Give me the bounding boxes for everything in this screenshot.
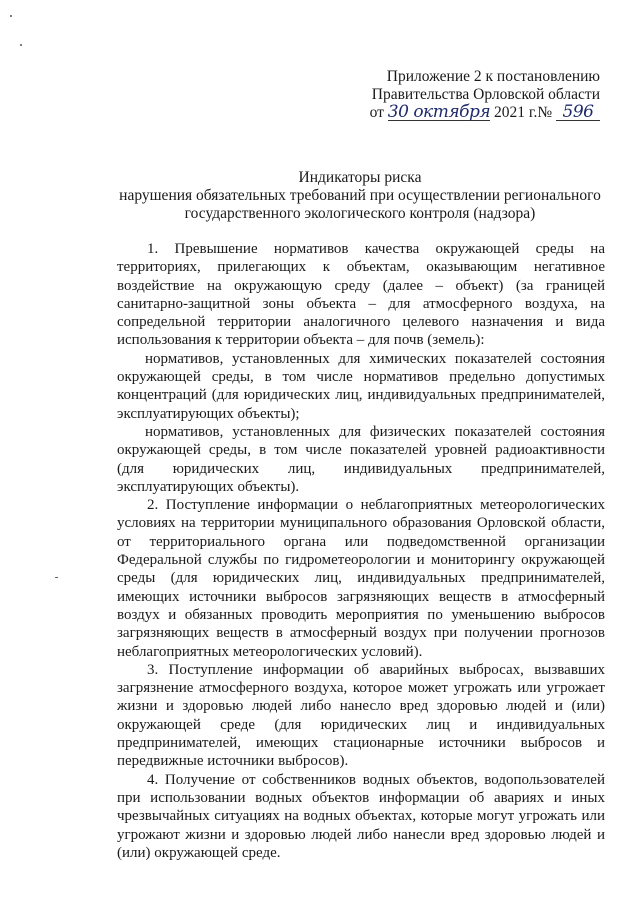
handwritten-date: 30 октября (387, 102, 491, 122)
scan-speck (20, 44, 22, 46)
date-prefix: от (369, 104, 384, 121)
paragraph-1: 1. Превышение нормативов качества окружающей среды на территориях, прилегающих к объектам, оказывающим негативное воздействие на окружающую среду (далее – объект) (за границей санитарно-защитной зоны объекта – для атмосферного воздуха, на сопредельной территории аналогичного целевого назначения и вида использования к территории объекта – для почв (земель): (117, 241, 605, 349)
paragraph-1-sub-2: нормативов, установленных для физических показателей состояния окружающей среды, в том числе показателей уровней радиоактивности (для юридических лиц, индивидуальных предпринимателей, эксплуатирующих объекты). (117, 423, 605, 495)
header-date-line (370, 104, 600, 122)
scan-speck (10, 15, 12, 17)
year-number-label: 2021 г.№ (493, 104, 553, 121)
title-line-2: нарушения обязательных требований при осуществлении регионального (119, 187, 601, 204)
scan-speck (55, 577, 58, 578)
title-line-3: государственного экологического контроля (надзора) (184, 205, 536, 222)
paragraph-2: 2. Поступление информации о неблагоприятных метеорологических условиях на территории муниципального образования Орловской области, от территориального органа или подведомственной организации Федеральной службы по гидрометеорологии и мониторингу окружающей среды (для юридических лиц, индивидуальных предпринимателей, имеющих источники выбросов загрязняющих веществ в атмосферный воздух и обязанных проводить мероприятия по уменьшению выбросов загрязняющих веществ в атмосферный воздух при получении прогнозов неблагоприятных метеорологических условий). (117, 497, 605, 660)
header-line-1: Приложение 2 к постановлению (386, 68, 600, 85)
paragraph-4: 4. Получение от собственников водных объектов, водопользователей при использовании водных объектов информации об авариях и иных чрезвычайных ситуациях на водных объектах, которые могут угрожать или угрожают жизни и здоровью людей либо нанесли вред здоровью людей и (или) окружающей среде. (117, 771, 605, 861)
appendix-header (370, 68, 600, 122)
title-line-1: Индикаторы риска (298, 169, 422, 186)
document-title (100, 169, 620, 223)
paragraph-3: 3. Поступление информации об аварийных выбросах, вызвавших загрязнение атмосферного воздуха, которое может угрожать или угрожает жизни и здоровью людей либо нанесло вред здоровью людей и (или) окружающей среде (для юридических лиц и индивидуальных предпринимателей, имеющих стационарные источники выбросов и передвижные источники выбросов). (117, 661, 605, 770)
paragraph-1-sub-1: нормативов, установленных для химических показателей состояния окружающей среды, в том числе нормативов предельно допустимых концентраций (для юридических лиц, индивидуальных предпринимателей, эксплуатирующих объекты); (117, 350, 605, 422)
document-body (117, 240, 605, 862)
handwritten-number: 596 (556, 104, 600, 121)
header-line-2: Правительства Орловской области (371, 86, 600, 103)
